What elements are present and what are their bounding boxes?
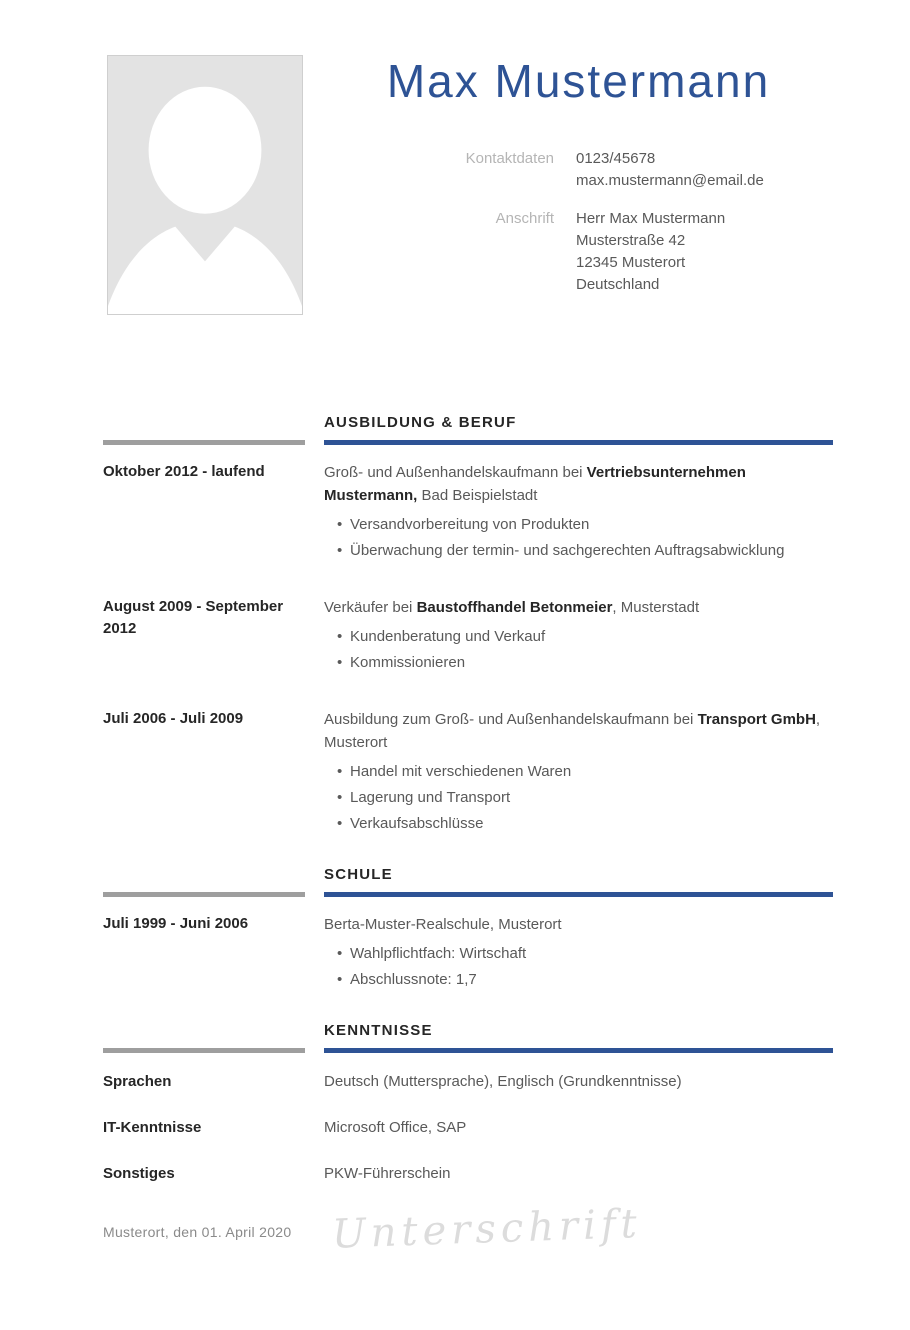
entry-title [324, 596, 833, 619]
contact-label: Kontaktdaten [465, 150, 554, 167]
entry-date: Oktober 2012 - laufend [103, 463, 265, 480]
entry-title [324, 461, 833, 507]
entry-date: Juli 1999 - Juni 2006 [103, 915, 249, 932]
entry-body [324, 596, 833, 676]
address-label: Anschrift [495, 210, 554, 227]
entry-title-text: Verkäufer bei [324, 599, 417, 616]
skill-label: IT-Kenntnisse [103, 1119, 202, 1136]
section-title-row [103, 1023, 833, 1039]
entry-company: Baustoffhandel Betonmeier [416, 599, 613, 616]
skill-row-sonstiges [103, 1163, 833, 1185]
blue-rule [324, 440, 833, 445]
bullet-item: • Verkaufsabschlüsse [324, 811, 833, 837]
bullet-item: • Kommissionieren [324, 650, 833, 676]
entry-body [324, 913, 833, 993]
section-schule [103, 867, 833, 993]
bullet-item: • Lagerung und Transport [324, 785, 833, 811]
spacer [103, 867, 305, 883]
entry-title [324, 913, 833, 936]
bullet-item: • Handel mit verschiedenen Waren [324, 759, 833, 785]
section-rules [103, 1048, 833, 1053]
address-line: Herr Max Mustermann [576, 210, 726, 227]
section-title-row [103, 415, 833, 431]
skill-row-sprachen [103, 1071, 833, 1093]
address-line: Musterstraße 42 [576, 232, 686, 249]
entry-date: Juli 2006 - Juli 2009 [103, 710, 244, 727]
address-line: 12345 Musterort [576, 254, 686, 271]
cv-entry [103, 596, 833, 676]
cv-body [103, 415, 833, 1259]
skill-row-it-kenntnisse [103, 1117, 833, 1139]
entry-title-text: Groß- und Außenhandelskaufmann bei [324, 464, 587, 481]
entry-bullets [324, 512, 833, 564]
entry-date: August 2009 - September 2012 [103, 598, 284, 637]
gray-rule [103, 892, 305, 897]
entry-location: Bad Beispielstadt [417, 487, 538, 504]
header-right [324, 55, 833, 315]
section-title-row [103, 867, 833, 883]
bullet-item: • Versandvorbereitung von Produkten [324, 512, 833, 538]
skill-value: Deutsch (Muttersprache), Englisch (Grundkenntnisse) [324, 1073, 682, 1090]
entry-body [324, 461, 833, 564]
blue-rule [324, 1048, 833, 1053]
person-silhouette-icon [108, 56, 302, 314]
section-rules [103, 892, 833, 897]
section-rules [103, 440, 833, 445]
entry-company: Transport GmbH [697, 711, 816, 728]
skill-value: PKW-Führerschein [324, 1165, 451, 1182]
page-title: Max Mustermann [386, 55, 771, 107]
entry-location: , Musterort [324, 711, 821, 751]
cv-entry [103, 708, 833, 837]
section-title: KENNTNISSE [324, 1022, 433, 1039]
spacer [103, 415, 305, 431]
address-line: Deutschland [576, 276, 660, 293]
entry-title [324, 708, 833, 754]
gray-rule [103, 440, 305, 445]
phone-value: 0123/45678 [576, 150, 656, 167]
entry-title-text: Ausbildung zum Groß- und Außenhandelskaufmann bei [324, 711, 698, 728]
bullet-item: • Wahlpflichtfach: Wirtschaft [324, 941, 833, 967]
profile-photo-placeholder [107, 55, 303, 315]
skill-label: Sprachen [103, 1073, 172, 1090]
place-date: Musterort, den 01. April 2020 [103, 1224, 292, 1240]
entry-title-text: Berta-Muster-Realschule, Musterort [324, 916, 562, 933]
cv-footer [103, 1200, 833, 1259]
entry-body [324, 708, 833, 837]
address-values [576, 208, 833, 296]
skill-label: Sonstiges [103, 1165, 175, 1182]
section-kenntnisse [103, 1023, 833, 1185]
entry-location: , Musterstadt [612, 599, 700, 616]
bullet-item: • Kundenberatung und Verkauf [324, 624, 833, 650]
signature: Unterschrift [331, 1200, 643, 1258]
section-title: SCHULE [324, 866, 393, 883]
blue-rule [324, 892, 833, 897]
section-title: AUSBILDUNG & BERUF [324, 414, 517, 431]
entry-company: Vertriebsunternehmen Mustermann, [324, 464, 746, 504]
cv-header [103, 0, 833, 315]
entry-bullets [324, 941, 833, 993]
skill-value: Microsoft Office, SAP [324, 1119, 467, 1136]
contact-block [324, 148, 833, 296]
entry-bullets [324, 624, 833, 676]
gray-rule [103, 1048, 305, 1053]
section-ausbildung-beruf [103, 415, 833, 837]
bullet-item: • Überwachung der termin- und sachgerechten Auftragsabwicklung [324, 538, 833, 564]
contact-values [576, 148, 833, 192]
bullet-item: • Abschlussnote: 1,7 [324, 967, 833, 993]
email-value: max.mustermann@email.de [576, 172, 764, 189]
spacer [103, 1023, 305, 1039]
cv-entry [103, 461, 833, 564]
entry-bullets [324, 759, 833, 837]
cv-entry [103, 913, 833, 993]
